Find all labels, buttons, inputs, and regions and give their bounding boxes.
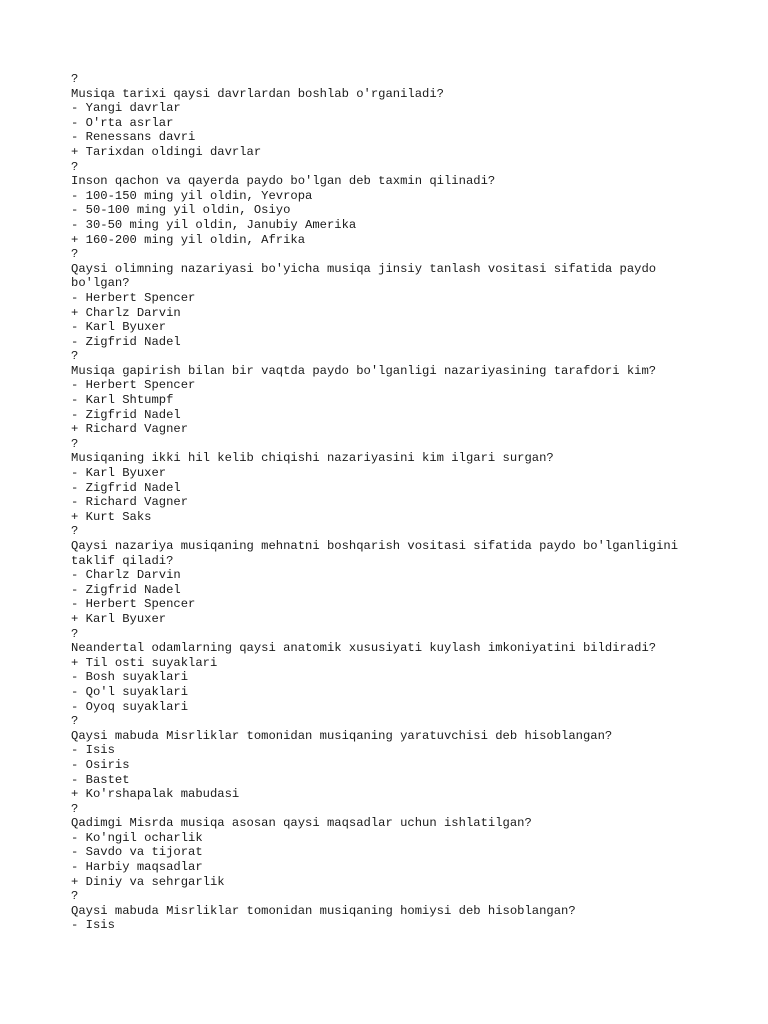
answer-option: - O'rta asrlar <box>71 115 174 130</box>
question-marker: ? <box>71 72 79 86</box>
answer-option: - Herbert Spencer <box>71 290 196 305</box>
answer-option: - 30-50 ming yil oldin, Janubiy Amerika <box>71 217 357 232</box>
question-list <box>71 72 761 933</box>
question-text: Qaysi nazariya musiqaning mehnatni boshqarish vositasi sifatida paydo bo'lganligini taklif qiladi? <box>71 539 679 568</box>
question-block <box>71 627 761 715</box>
question-marker: ? <box>71 626 79 641</box>
answer-option: - Oyoq suyaklari <box>71 699 189 714</box>
answer-option: - Herbert Spencer <box>71 597 196 612</box>
question-text: Qaysi mabuda Misrliklar tomonidan musiqaning homiysi deb hisoblangan? <box>71 903 576 918</box>
answer-option: - Zigfrid Nadel <box>71 480 181 495</box>
question-marker: ? <box>71 801 79 816</box>
question-marker: ? <box>71 889 79 904</box>
answer-option: - 100-150 ming yil oldin, Yevropa <box>71 188 313 203</box>
answer-option: + Karl Byuxer <box>71 611 167 626</box>
answer-option: + Ko'rshapalak mabudasi <box>71 787 240 802</box>
answer-option: - Renessans davri <box>71 130 196 145</box>
answer-option: - Richard Vagner <box>71 495 189 510</box>
question-block <box>71 714 761 802</box>
question-marker: ? <box>71 247 79 262</box>
answer-option: - Zigfrid Nadel <box>71 582 181 597</box>
answer-option: - Osiris <box>71 757 130 772</box>
question-text: Musiqa tarixi qaysi davrlardan boshlab o'rganiladi? <box>71 86 444 101</box>
answer-option: - Yangi davrlar <box>71 101 181 116</box>
question-text: Musiqa gapirish bilan bir vaqtda paydo bo'lganligi nazariyasining tarafdori kim? <box>71 363 657 378</box>
answer-option: + 160-200 ming yil oldin, Afrika <box>71 232 306 247</box>
answer-option: - Karl Byuxer <box>71 320 167 335</box>
question-block <box>71 247 761 349</box>
question-marker: ? <box>71 436 79 451</box>
question-block <box>71 349 761 437</box>
answer-option: - 50-100 ming yil oldin, Osiyo <box>71 203 291 218</box>
answer-option: - Ko'ngil ocharlik <box>71 830 203 845</box>
answer-option: - Karl Byuxer <box>71 466 167 481</box>
question-block <box>71 889 761 933</box>
answer-option: + Charlz Darvin <box>71 305 181 320</box>
answer-option: - Harbiy maqsadlar <box>71 860 203 875</box>
question-marker: ? <box>71 524 79 539</box>
answer-option: - Zigfrid Nadel <box>71 334 181 349</box>
question-marker: ? <box>71 349 79 364</box>
answer-option: - Isis <box>71 743 115 758</box>
answer-option: + Tarixdan oldingi davrlar <box>71 144 262 159</box>
answer-option: + Kurt Saks <box>71 509 152 524</box>
question-block <box>71 160 761 248</box>
question-block <box>71 437 761 525</box>
answer-option: - Bastet <box>71 772 130 787</box>
answer-option: - Savdo va tijorat <box>71 845 203 860</box>
question-marker: ? <box>71 714 79 729</box>
question-text: Qadimgi Misrda musiqa asosan qaysi maqsadlar uchun ishlatilgan? <box>71 816 532 831</box>
answer-option: + Til osti suyaklari <box>71 655 218 670</box>
answer-option: - Herbert Spencer <box>71 378 196 393</box>
answer-option: - Charlz Darvin <box>71 568 181 583</box>
answer-option: + Diniy va sehrgarlik <box>71 874 225 889</box>
answer-option: - Qo'l suyaklari <box>71 684 189 699</box>
question-text: Inson qachon va qayerda paydo bo'lgan deb taxmin qilinadi? <box>71 174 496 189</box>
answer-option: - Isis <box>71 918 115 933</box>
question-marker: ? <box>71 159 79 174</box>
question-text: Neandertal odamlarning qaysi anatomik xususiyati kuylash imkoniyatini bildiradi? <box>71 641 657 656</box>
answer-option: - Bosh suyaklari <box>71 670 189 685</box>
document-page <box>71 72 761 933</box>
question-text: Musiqaning ikki hil kelib chiqishi nazariyasini kim ilgari surgan? <box>71 451 554 466</box>
answer-option: - Zigfrid Nadel <box>71 407 181 422</box>
answer-option: - Karl Shtumpf <box>71 393 174 408</box>
answer-option: + Richard Vagner <box>71 422 189 437</box>
question-block <box>71 524 761 626</box>
question-text: Qaysi olimning nazariyasi bo'yicha musiqa jinsiy tanlash vositasi sifatida paydo bo'lgan? <box>71 261 657 291</box>
question-text: Qaysi mabuda Misrliklar tomonidan musiqaning yaratuvchisi deb hisoblangan? <box>71 728 613 743</box>
question-block <box>71 802 761 890</box>
question-block <box>71 72 761 160</box>
